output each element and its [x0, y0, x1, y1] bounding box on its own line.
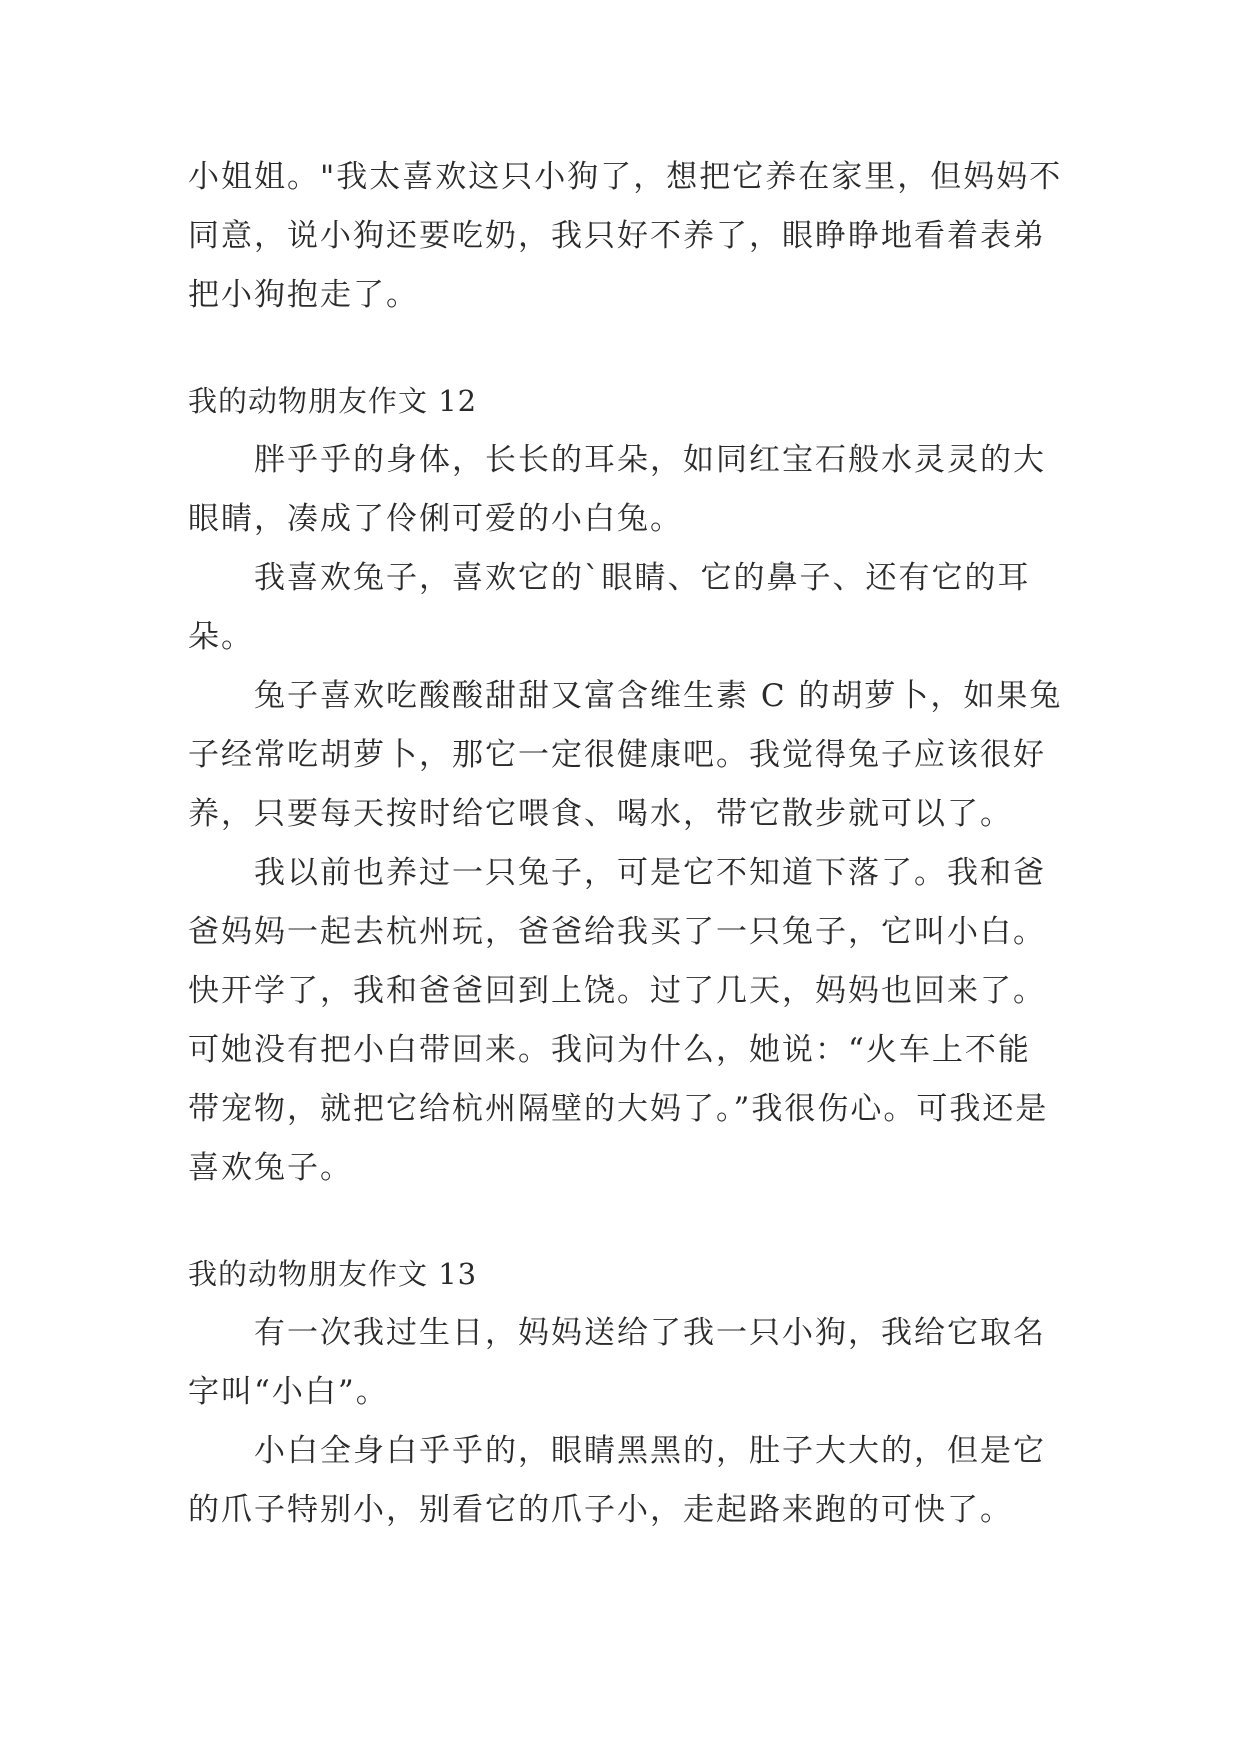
section-12-paragraph-1: 胖乎乎的身体，长长的耳朵，如同红宝石般水灵灵的大眼睛，凑成了伶俐可爱的小白兔。 [188, 442, 1046, 537]
section-13-paragraph-2: 小白全身白乎乎的，眼睛黑黑的，肚子大大的，但是它的爪子特别小，别看它的爪子小，走起路来跑的可快了。 [188, 1433, 1046, 1528]
section-heading-13: 我的动物朋友作文 13 [188, 1257, 478, 1291]
continuation-paragraph: 小姐姐。"我太喜欢这只小狗了，想把它养在家里，但妈妈不同意，说小狗还要吃奶，我只好不养了，眼睁睁地看着表弟把小狗抱走了。 [188, 159, 1063, 313]
document-body [188, 148, 1063, 1540]
section-heading-12: 我的动物朋友作文 12 [188, 384, 478, 418]
section-12-paragraph-4: 我以前也养过一只兔子，可是它不知道下落了。我和爸爸妈妈一起去杭州玩，爸爸给我买了一只兔子，它叫小白。快开学了，我和爸爸回到上饶。过了几天，妈妈也回来了。可她没有把小白带回来。我问为什么，她说：“火车上不能带宠物，就把它给杭州隔壁的大妈了。”我很伤心。可我还是喜欢兔子。 [188, 855, 1049, 1186]
section-12-paragraph-3: 兔子喜欢吃酸酸甜甜又富含维生素 C 的胡萝卜，如果兔子经常吃胡萝卜，那它一定很健康吧。我觉得兔子应该很好养，只要每天按时给它喂食、喝水，带它散步就可以了。 [188, 678, 1063, 832]
section-12-paragraph-2: 我喜欢兔子，喜欢它的`眼睛、它的鼻子、还有它的耳朵。 [188, 560, 1031, 655]
section-13-paragraph-1: 有一次我过生日，妈妈送给了我一只小狗，我给它取名字叫“小白”。 [188, 1315, 1046, 1410]
